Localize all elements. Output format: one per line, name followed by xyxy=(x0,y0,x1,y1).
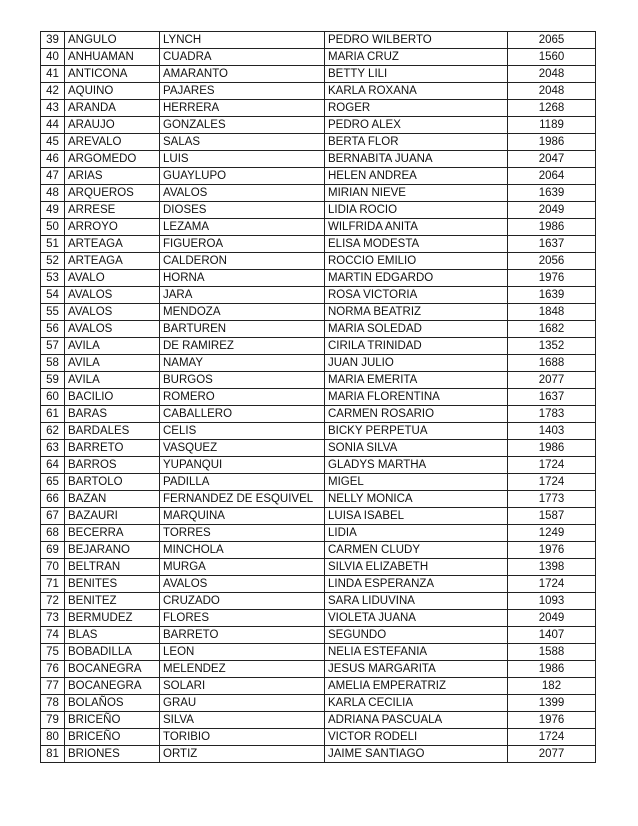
second-surname-cell: CALDERON xyxy=(160,253,325,270)
code-cell: 1986 xyxy=(508,219,596,236)
code-cell: 1688 xyxy=(508,355,596,372)
first-surname-cell: BENITES xyxy=(65,576,160,593)
code-cell: 2077 xyxy=(508,372,596,389)
code-cell: 1724 xyxy=(508,729,596,746)
code-cell: 2047 xyxy=(508,151,596,168)
code-cell: 1848 xyxy=(508,304,596,321)
code-cell: 1976 xyxy=(508,270,596,287)
second-surname-cell: JARA xyxy=(160,287,325,304)
given-names-cell: BICKY PERPETUA xyxy=(325,423,508,440)
second-surname-cell: DIOSES xyxy=(160,202,325,219)
first-surname-cell: BELTRAN xyxy=(65,559,160,576)
given-names-cell: MARIA CRUZ xyxy=(325,49,508,66)
first-surname-cell: BARTOLO xyxy=(65,474,160,491)
table-row xyxy=(41,185,596,202)
code-cell: 1403 xyxy=(508,423,596,440)
row-number-cell: 53 xyxy=(41,270,65,287)
table-row xyxy=(41,236,596,253)
table-row xyxy=(41,134,596,151)
first-surname-cell: AVALOS xyxy=(65,304,160,321)
table-row xyxy=(41,712,596,729)
code-cell: 2077 xyxy=(508,746,596,763)
code-cell: 1398 xyxy=(508,559,596,576)
code-cell: 1986 xyxy=(508,134,596,151)
second-surname-cell: LEZAMA xyxy=(160,219,325,236)
given-names-cell: NELLY MONICA xyxy=(325,491,508,508)
second-surname-cell: MINCHOLA xyxy=(160,542,325,559)
first-surname-cell: AVALO xyxy=(65,270,160,287)
first-surname-cell: BAZAN xyxy=(65,491,160,508)
row-number-cell: 78 xyxy=(41,695,65,712)
table-row xyxy=(41,542,596,559)
second-surname-cell: ORTIZ xyxy=(160,746,325,763)
code-cell: 1986 xyxy=(508,440,596,457)
given-names-cell: MIGEL xyxy=(325,474,508,491)
second-surname-cell: PADILLA xyxy=(160,474,325,491)
first-surname-cell: AQUINO xyxy=(65,83,160,100)
given-names-cell: MARIA EMERITA xyxy=(325,372,508,389)
first-surname-cell: BRICEÑO xyxy=(65,729,160,746)
given-names-cell: ELISA MODESTA xyxy=(325,236,508,253)
roster-table xyxy=(40,31,596,763)
row-number-cell: 42 xyxy=(41,83,65,100)
second-surname-cell: LYNCH xyxy=(160,32,325,49)
row-number-cell: 55 xyxy=(41,304,65,321)
code-cell: 1093 xyxy=(508,593,596,610)
row-number-cell: 80 xyxy=(41,729,65,746)
given-names-cell: SEGUNDO xyxy=(325,627,508,644)
first-surname-cell: ANHUAMAN xyxy=(65,49,160,66)
table-row xyxy=(41,746,596,763)
table-row xyxy=(41,66,596,83)
row-number-cell: 58 xyxy=(41,355,65,372)
row-number-cell: 79 xyxy=(41,712,65,729)
second-surname-cell: CUADRA xyxy=(160,49,325,66)
code-cell: 1976 xyxy=(508,542,596,559)
given-names-cell: JESUS MARGARITA xyxy=(325,661,508,678)
second-surname-cell: GRAU xyxy=(160,695,325,712)
row-number-cell: 73 xyxy=(41,610,65,627)
row-number-cell: 63 xyxy=(41,440,65,457)
given-names-cell: KARLA CECILIA xyxy=(325,695,508,712)
given-names-cell: ROSA VICTORIA xyxy=(325,287,508,304)
first-surname-cell: BRICEÑO xyxy=(65,712,160,729)
first-surname-cell: BRIONES xyxy=(65,746,160,763)
table-row xyxy=(41,440,596,457)
second-surname-cell: CABALLERO xyxy=(160,406,325,423)
code-cell: 2049 xyxy=(508,610,596,627)
given-names-cell: MARIA FLORENTINA xyxy=(325,389,508,406)
first-surname-cell: BARDALES xyxy=(65,423,160,440)
table-row xyxy=(41,576,596,593)
code-cell: 1639 xyxy=(508,287,596,304)
table-row xyxy=(41,627,596,644)
given-names-cell: BETTY LILI xyxy=(325,66,508,83)
given-names-cell: SONIA SILVA xyxy=(325,440,508,457)
second-surname-cell: BARTUREN xyxy=(160,321,325,338)
first-surname-cell: ARAUJO xyxy=(65,117,160,134)
second-surname-cell: FLORES xyxy=(160,610,325,627)
table-row xyxy=(41,83,596,100)
first-surname-cell: BARRETO xyxy=(65,440,160,457)
code-cell: 1587 xyxy=(508,508,596,525)
table-row xyxy=(41,100,596,117)
given-names-cell: LUISA ISABEL xyxy=(325,508,508,525)
second-surname-cell: GUAYLUPO xyxy=(160,168,325,185)
second-surname-cell: BURGOS xyxy=(160,372,325,389)
table-row xyxy=(41,593,596,610)
second-surname-cell: LEON xyxy=(160,644,325,661)
row-number-cell: 57 xyxy=(41,338,65,355)
given-names-cell: KARLA ROXANA xyxy=(325,83,508,100)
code-cell: 2048 xyxy=(508,66,596,83)
code-cell: 2048 xyxy=(508,83,596,100)
row-number-cell: 67 xyxy=(41,508,65,525)
row-number-cell: 56 xyxy=(41,321,65,338)
table-row xyxy=(41,338,596,355)
second-surname-cell: BARRETO xyxy=(160,627,325,644)
table-row xyxy=(41,151,596,168)
row-number-cell: 68 xyxy=(41,525,65,542)
given-names-cell: VICTOR RODELI xyxy=(325,729,508,746)
second-surname-cell: GONZALES xyxy=(160,117,325,134)
row-number-cell: 39 xyxy=(41,32,65,49)
row-number-cell: 60 xyxy=(41,389,65,406)
row-number-cell: 40 xyxy=(41,49,65,66)
second-surname-cell: CRUZADO xyxy=(160,593,325,610)
code-cell: 1773 xyxy=(508,491,596,508)
first-surname-cell: BAZAURI xyxy=(65,508,160,525)
first-surname-cell: ARIAS xyxy=(65,168,160,185)
second-surname-cell: YUPANQUI xyxy=(160,457,325,474)
row-number-cell: 64 xyxy=(41,457,65,474)
second-surname-cell: VASQUEZ xyxy=(160,440,325,457)
table-row xyxy=(41,219,596,236)
given-names-cell: CIRILA TRINIDAD xyxy=(325,338,508,355)
table-row xyxy=(41,253,596,270)
second-surname-cell: SILVA xyxy=(160,712,325,729)
first-surname-cell: ARROYO xyxy=(65,219,160,236)
second-surname-cell: SALAS xyxy=(160,134,325,151)
table-row xyxy=(41,474,596,491)
code-cell: 1352 xyxy=(508,338,596,355)
row-number-cell: 43 xyxy=(41,100,65,117)
table-row xyxy=(41,661,596,678)
given-names-cell: JUAN JULIO xyxy=(325,355,508,372)
first-surname-cell: AVALOS xyxy=(65,321,160,338)
table-row xyxy=(41,355,596,372)
given-names-cell: JAIME SANTIAGO xyxy=(325,746,508,763)
second-surname-cell: SOLARI xyxy=(160,678,325,695)
table-row xyxy=(41,168,596,185)
row-number-cell: 52 xyxy=(41,253,65,270)
first-surname-cell: AVILA xyxy=(65,355,160,372)
given-names-cell: MARIA SOLEDAD xyxy=(325,321,508,338)
table-row xyxy=(41,559,596,576)
first-surname-cell: BARROS xyxy=(65,457,160,474)
table-row xyxy=(41,32,596,49)
row-number-cell: 70 xyxy=(41,559,65,576)
given-names-cell: AMELIA EMPERATRIZ xyxy=(325,678,508,695)
second-surname-cell: FIGUEROA xyxy=(160,236,325,253)
second-surname-cell: PAJARES xyxy=(160,83,325,100)
table-row xyxy=(41,525,596,542)
table-row xyxy=(41,423,596,440)
first-surname-cell: BOLAÑOS xyxy=(65,695,160,712)
row-number-cell: 50 xyxy=(41,219,65,236)
code-cell: 1682 xyxy=(508,321,596,338)
table-row xyxy=(41,610,596,627)
row-number-cell: 62 xyxy=(41,423,65,440)
given-names-cell: WILFRIDA ANITA xyxy=(325,219,508,236)
given-names-cell: MIRIAN NIEVE xyxy=(325,185,508,202)
table-row xyxy=(41,491,596,508)
table-row xyxy=(41,508,596,525)
first-surname-cell: BOCANEGRA xyxy=(65,661,160,678)
given-names-cell: CARMEN CLUDY xyxy=(325,542,508,559)
second-surname-cell: MELENDEZ xyxy=(160,661,325,678)
given-names-cell: HELEN ANDREA xyxy=(325,168,508,185)
row-number-cell: 46 xyxy=(41,151,65,168)
row-number-cell: 61 xyxy=(41,406,65,423)
second-surname-cell: HORNA xyxy=(160,270,325,287)
code-cell: 182 xyxy=(508,678,596,695)
row-number-cell: 49 xyxy=(41,202,65,219)
first-surname-cell: BENITEZ xyxy=(65,593,160,610)
given-names-cell: ROGER xyxy=(325,100,508,117)
row-number-cell: 41 xyxy=(41,66,65,83)
table-row xyxy=(41,117,596,134)
row-number-cell: 72 xyxy=(41,593,65,610)
second-surname-cell: ROMERO xyxy=(160,389,325,406)
second-surname-cell: TORRES xyxy=(160,525,325,542)
second-surname-cell: AVALOS xyxy=(160,576,325,593)
first-surname-cell: BOCANEGRA xyxy=(65,678,160,695)
code-cell: 1249 xyxy=(508,525,596,542)
given-names-cell: BERTA FLOR xyxy=(325,134,508,151)
first-surname-cell: ARTEAGA xyxy=(65,236,160,253)
table-row xyxy=(41,202,596,219)
code-cell: 2064 xyxy=(508,168,596,185)
first-surname-cell: BACILIO xyxy=(65,389,160,406)
table-row xyxy=(41,457,596,474)
second-surname-cell: MURGA xyxy=(160,559,325,576)
first-surname-cell: ARRESE xyxy=(65,202,160,219)
code-cell: 1724 xyxy=(508,474,596,491)
table-row xyxy=(41,695,596,712)
row-number-cell: 76 xyxy=(41,661,65,678)
second-surname-cell: MARQUINA xyxy=(160,508,325,525)
row-number-cell: 77 xyxy=(41,678,65,695)
given-names-cell: MARTIN EDGARDO xyxy=(325,270,508,287)
first-surname-cell: ARQUEROS xyxy=(65,185,160,202)
second-surname-cell: CELIS xyxy=(160,423,325,440)
first-surname-cell: AREVALO xyxy=(65,134,160,151)
table-row xyxy=(41,406,596,423)
given-names-cell: LIDIA ROCIO xyxy=(325,202,508,219)
row-number-cell: 69 xyxy=(41,542,65,559)
code-cell: 1189 xyxy=(508,117,596,134)
given-names-cell: LIDIA xyxy=(325,525,508,542)
code-cell: 2049 xyxy=(508,202,596,219)
first-surname-cell: ARGOMEDO xyxy=(65,151,160,168)
row-number-cell: 54 xyxy=(41,287,65,304)
first-surname-cell: AVILA xyxy=(65,338,160,355)
table-row xyxy=(41,304,596,321)
row-number-cell: 71 xyxy=(41,576,65,593)
second-surname-cell: AVALOS xyxy=(160,185,325,202)
table-row xyxy=(41,49,596,66)
code-cell: 1637 xyxy=(508,389,596,406)
table-row xyxy=(41,389,596,406)
given-names-cell: ROCCIO EMILIO xyxy=(325,253,508,270)
first-surname-cell: BARAS xyxy=(65,406,160,423)
code-cell: 2056 xyxy=(508,253,596,270)
given-names-cell: PEDRO ALEX xyxy=(325,117,508,134)
second-surname-cell: TORIBIO xyxy=(160,729,325,746)
table-row xyxy=(41,644,596,661)
given-names-cell: CARMEN ROSARIO xyxy=(325,406,508,423)
table-row xyxy=(41,372,596,389)
given-names-cell: GLADYS MARTHA xyxy=(325,457,508,474)
table-row xyxy=(41,270,596,287)
code-cell: 2065 xyxy=(508,32,596,49)
code-cell: 1724 xyxy=(508,576,596,593)
row-number-cell: 66 xyxy=(41,491,65,508)
code-cell: 1986 xyxy=(508,661,596,678)
first-surname-cell: ARTEAGA xyxy=(65,253,160,270)
given-names-cell: LINDA ESPERANZA xyxy=(325,576,508,593)
code-cell: 1407 xyxy=(508,627,596,644)
table-row xyxy=(41,678,596,695)
code-cell: 1399 xyxy=(508,695,596,712)
second-surname-cell: NAMAY xyxy=(160,355,325,372)
code-cell: 1268 xyxy=(508,100,596,117)
row-number-cell: 48 xyxy=(41,185,65,202)
given-names-cell: SILVIA ELIZABETH xyxy=(325,559,508,576)
table-row xyxy=(41,287,596,304)
second-surname-cell: FERNANDEZ DE ESQUIVEL xyxy=(160,491,325,508)
first-surname-cell: ANGULO xyxy=(65,32,160,49)
second-surname-cell: HERRERA xyxy=(160,100,325,117)
second-surname-cell: MENDOZA xyxy=(160,304,325,321)
first-surname-cell: BOBADILLA xyxy=(65,644,160,661)
first-surname-cell: AVILA xyxy=(65,372,160,389)
row-number-cell: 44 xyxy=(41,117,65,134)
given-names-cell: ADRIANA PASCUALA xyxy=(325,712,508,729)
given-names-cell: PEDRO WILBERTO xyxy=(325,32,508,49)
second-surname-cell: LUIS xyxy=(160,151,325,168)
first-surname-cell: ARANDA xyxy=(65,100,160,117)
given-names-cell: SARA LIDUVINA xyxy=(325,593,508,610)
row-number-cell: 59 xyxy=(41,372,65,389)
row-number-cell: 81 xyxy=(41,746,65,763)
row-number-cell: 75 xyxy=(41,644,65,661)
table-row xyxy=(41,729,596,746)
code-cell: 1588 xyxy=(508,644,596,661)
given-names-cell: NORMA BEATRIZ xyxy=(325,304,508,321)
roster-body xyxy=(41,32,596,763)
given-names-cell: VIOLETA JUANA xyxy=(325,610,508,627)
row-number-cell: 51 xyxy=(41,236,65,253)
first-surname-cell: BECERRA xyxy=(65,525,160,542)
second-surname-cell: AMARANTO xyxy=(160,66,325,83)
first-surname-cell: BEJARANO xyxy=(65,542,160,559)
code-cell: 1783 xyxy=(508,406,596,423)
code-cell: 1560 xyxy=(508,49,596,66)
code-cell: 1637 xyxy=(508,236,596,253)
first-surname-cell: BLAS xyxy=(65,627,160,644)
code-cell: 1976 xyxy=(508,712,596,729)
given-names-cell: NELIA ESTEFANIA xyxy=(325,644,508,661)
second-surname-cell: DE RAMIREZ xyxy=(160,338,325,355)
row-number-cell: 74 xyxy=(41,627,65,644)
table-row xyxy=(41,321,596,338)
first-surname-cell: ANTICONA xyxy=(65,66,160,83)
row-number-cell: 47 xyxy=(41,168,65,185)
first-surname-cell: AVALOS xyxy=(65,287,160,304)
first-surname-cell: BERMUDEZ xyxy=(65,610,160,627)
row-number-cell: 65 xyxy=(41,474,65,491)
given-names-cell: BERNABITA JUANA xyxy=(325,151,508,168)
row-number-cell: 45 xyxy=(41,134,65,151)
code-cell: 1724 xyxy=(508,457,596,474)
code-cell: 1639 xyxy=(508,185,596,202)
